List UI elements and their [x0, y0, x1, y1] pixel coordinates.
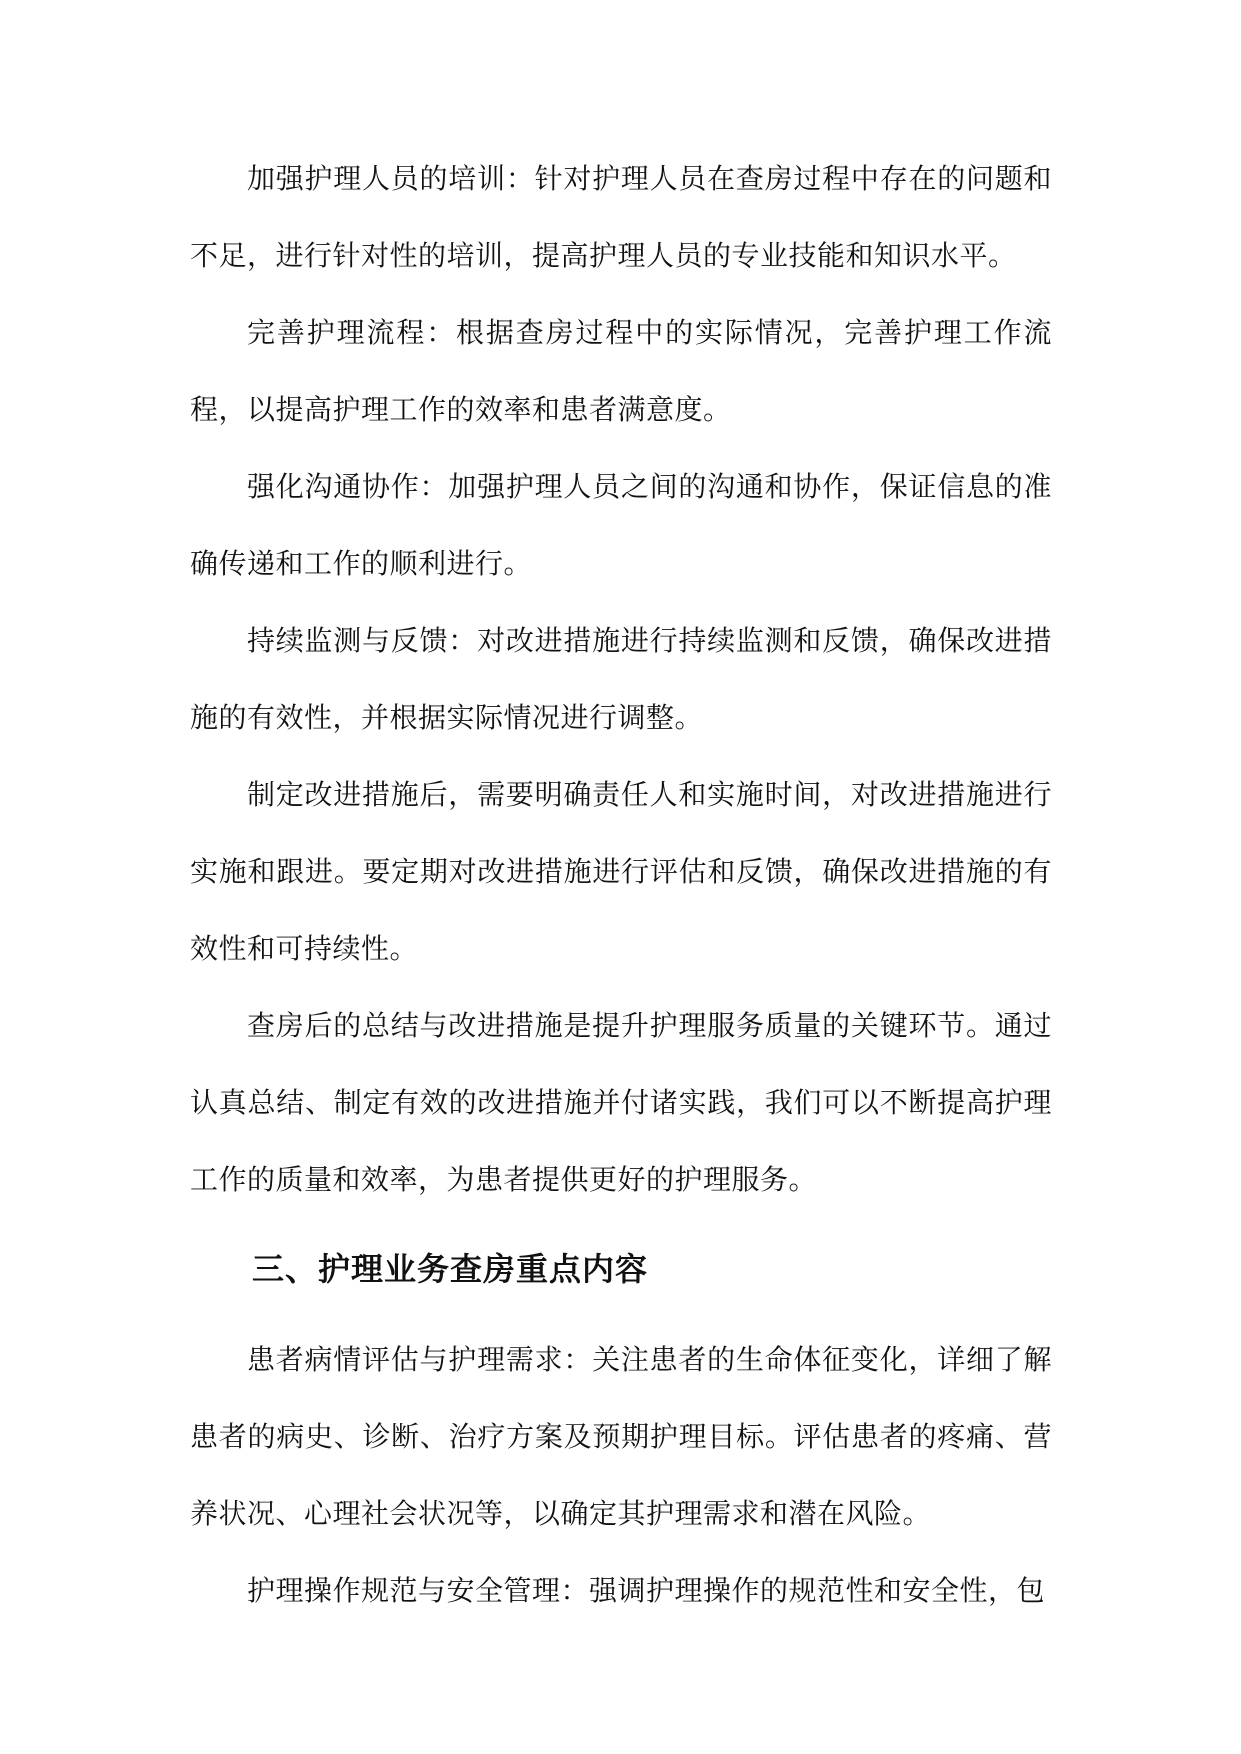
- paragraph-patient-assessment: 患者病情评估与护理需求：关注患者的生命体征变化，详细了解患者的病史、诊断、治疗方案及预期护理目标。评估患者的疼痛、营养状况、心理社会状况等，以确定其护理需求和潜在风险。: [190, 1343, 1052, 1530]
- paragraph-monitoring-feedback: 持续监测与反馈：对改进措施进行持续监测和反馈，确保改进措施的有效性，并根据实际情况进行调整。: [190, 624, 1052, 734]
- section-heading: 三、护理业务查房重点内容: [252, 1250, 649, 1288]
- paragraph-implementation: 制定改进措施后，需要明确责任人和实施时间，对改进措施进行实施和跟进。要定期对改进措施进行评估和反馈，确保改进措施的有效性和可持续性。: [190, 778, 1052, 965]
- paragraph-improve-process: 完善护理流程：根据查房过程中的实际情况，完善护理工作流程，以提高护理工作的效率和患者满意度。: [190, 316, 1052, 426]
- paragraph-summary: 查房后的总结与改进措施是提升护理服务质量的关键环节。通过认真总结、制定有效的改进措施并付诸实践，我们可以不断提高护理工作的质量和效率，为患者提供更好的护理服务。: [190, 1009, 1052, 1196]
- document-body: [190, 140, 1052, 1629]
- paragraph-staff-training: 加强护理人员的培训：针对护理人员在查房过程中存在的问题和不足，进行针对性的培训，提高护理人员的专业技能和知识水平。: [190, 162, 1052, 272]
- paragraph-operation-safety: 护理操作规范与安全管理：强调护理操作的规范性和安全性，包: [247, 1574, 1046, 1607]
- paragraph-communication: 强化沟通协作：加强护理人员之间的沟通和协作，保证信息的准确传递和工作的顺利进行。: [190, 470, 1052, 580]
